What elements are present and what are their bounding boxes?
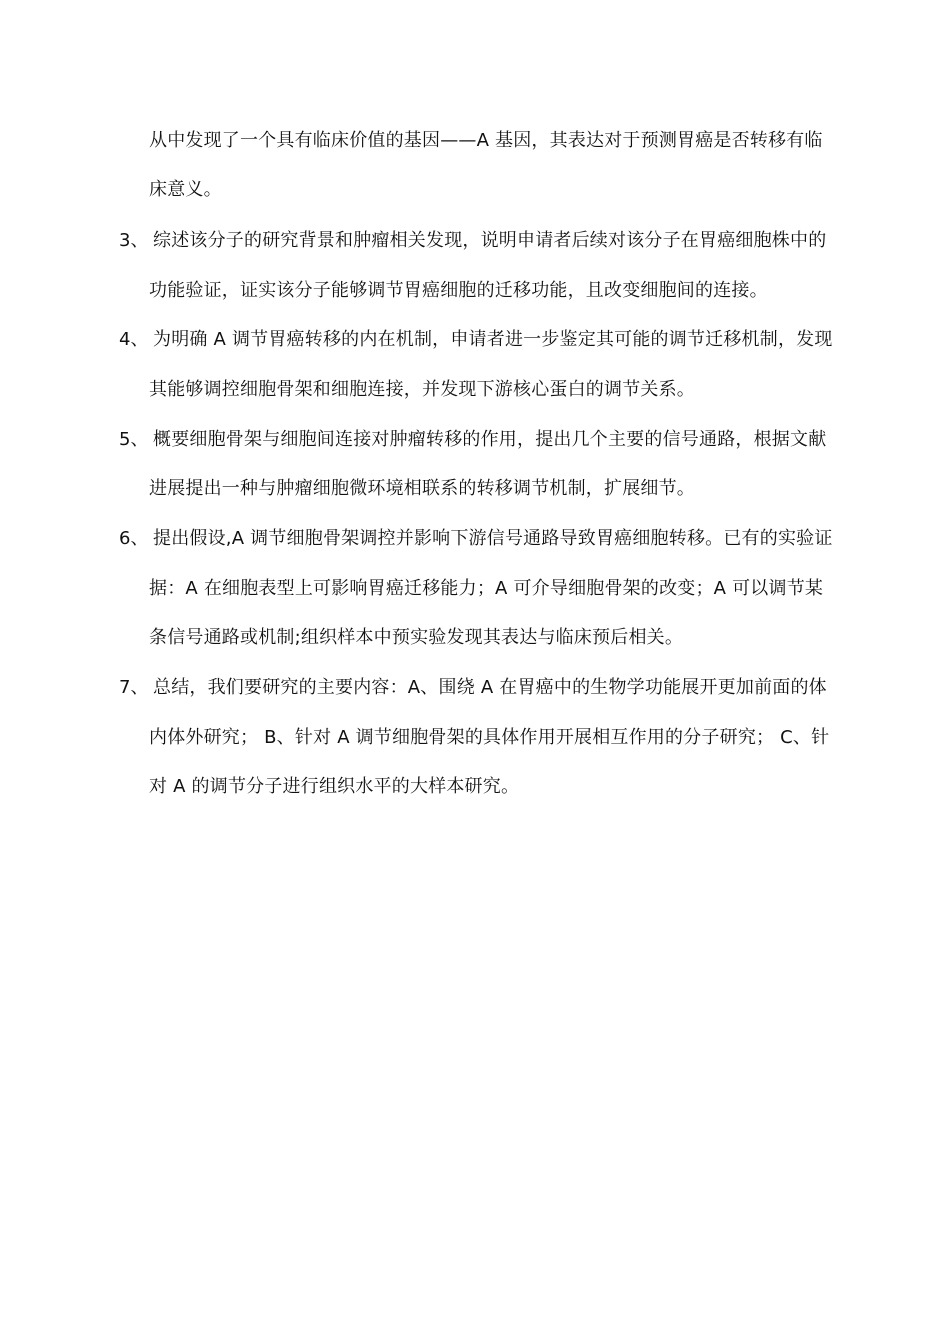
list-number: 6、 xyxy=(119,528,149,549)
text-line: 为明确 A 调节胃癌转移的内在机制，申请者进一步鉴定其可能的调节迁移机制，发现 xyxy=(153,329,833,350)
text-line: 进展提出一种与肿瘤细胞微环境相联系的转移调节机制，扩展细节。 xyxy=(149,478,695,499)
list-number: 7、 xyxy=(119,677,149,698)
text-line: 内体外研究； B、针对 A 调节细胞骨架的具体作用开展相互作用的分子研究； C、针 xyxy=(149,727,830,748)
list-number: 3、 xyxy=(119,230,149,251)
text-line: 其能够调控细胞骨架和细胞连接，并发现下游核心蛋白的调节关系。 xyxy=(149,379,695,400)
text-line: 对 A 的调节分子进行组织水平的大样本研究。 xyxy=(149,776,520,797)
list-number: 5、 xyxy=(119,429,149,450)
text-line: 床意义。 xyxy=(149,179,222,200)
text-line: 功能验证，证实该分子能够调节胃癌细胞的迁移功能，且改变细胞间的连接。 xyxy=(149,280,768,301)
text-line: 条信号通路或机制;组织样本中预实验发现其表达与临床预后相关。 xyxy=(149,627,684,648)
text-line: 概要细胞骨架与细胞间连接对肿瘤转移的作用，提出几个主要的信号通路，根据文献 xyxy=(153,429,827,450)
text-line: 从中发现了一个具有临床价值的基因——A 基因，其表达对于预测胃癌是否转移有临 xyxy=(149,130,823,151)
text-line: 总结，我们要研究的主要内容：A、围绕 A 在胃癌中的生物学功能展开更加前面的体 xyxy=(153,677,827,698)
text-line: 据：A 在细胞表型上可影响胃癌迁移能力；A 可介导细胞骨架的改变；A 可以调节某 xyxy=(149,578,824,599)
text-line: 综述该分子的研究背景和肿瘤相关发现，说明申请者后续对该分子在胃癌细胞株中的 xyxy=(153,230,827,251)
list-number: 4、 xyxy=(119,329,149,350)
text-line: 提出假设,A 调节细胞骨架调控并影响下游信号通路导致胃癌细胞转移。已有的实验证 xyxy=(153,528,833,549)
